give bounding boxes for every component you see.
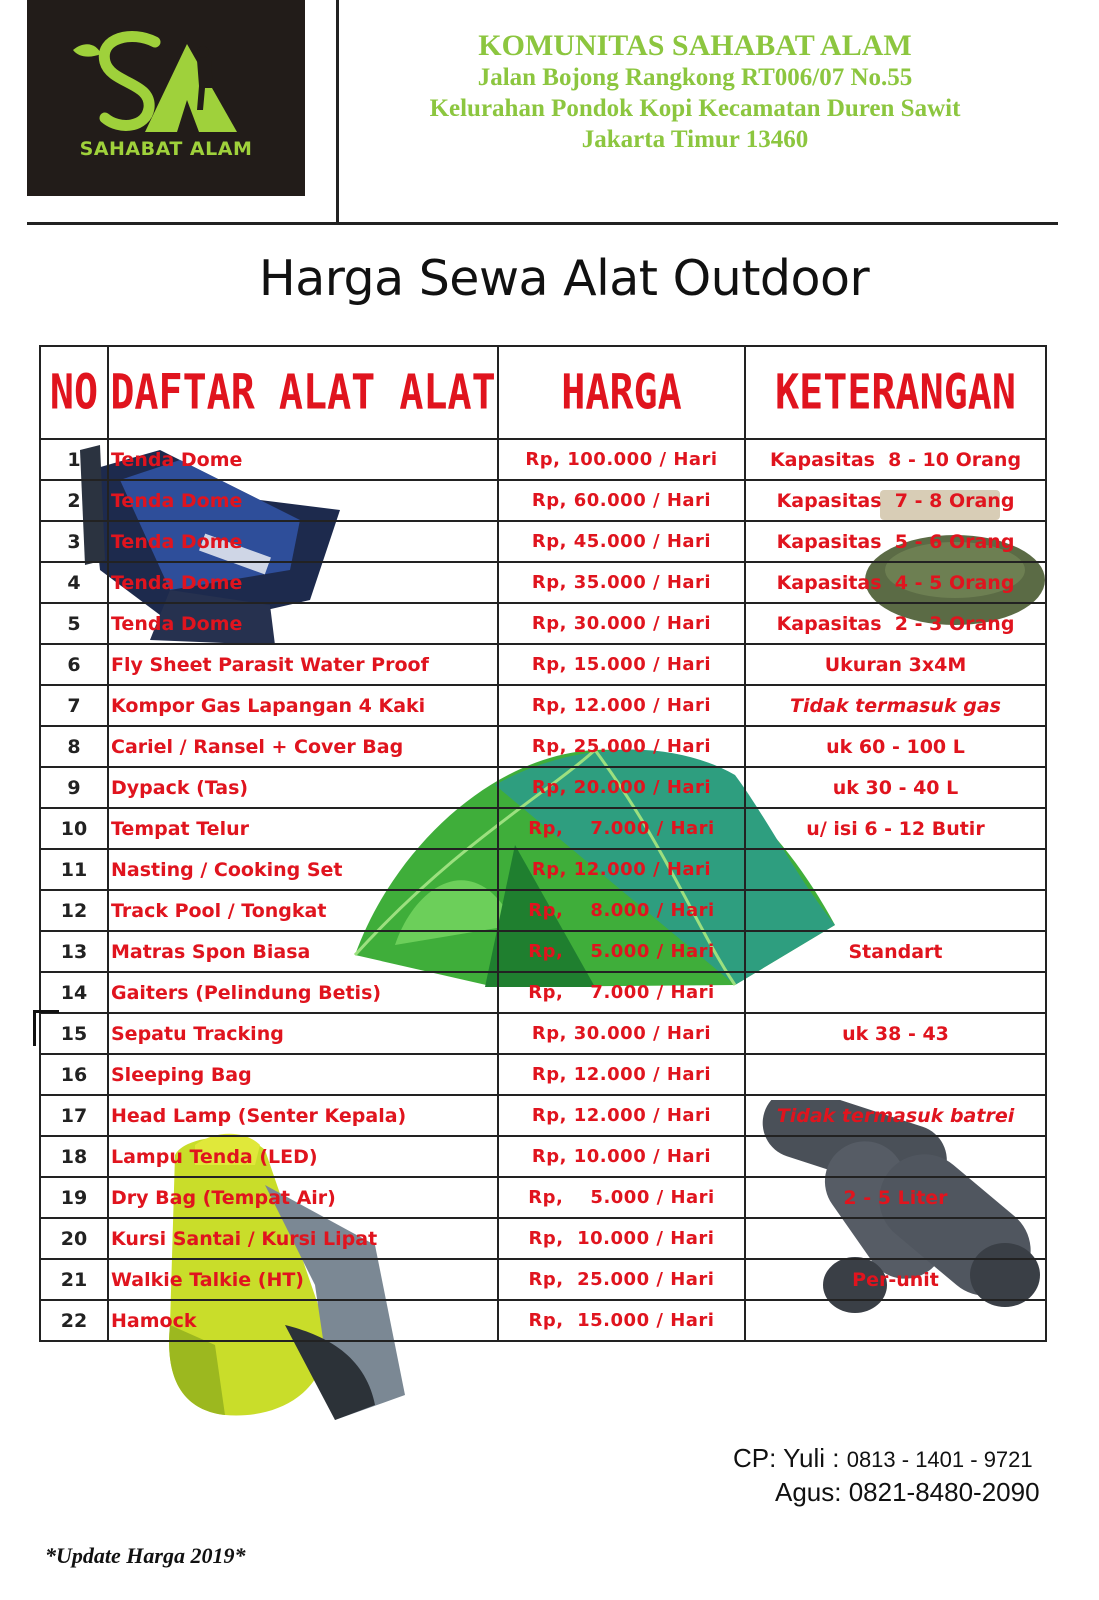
row-item-name: Head Lamp (Senter Kepala) [108,1095,498,1136]
header-note: KETERANGAN [745,346,1046,439]
row-number: 10 [40,808,108,849]
row-price: Rp, 7.000 / Hari [498,972,745,1013]
row-price: Rp, 15.000 / Hari [498,1300,745,1341]
row-item-name: Sepatu Tracking [108,1013,498,1054]
header-price: HARGA [498,346,745,439]
organization-info [350,30,1040,155]
row-note [745,1136,1046,1177]
row-number: 1 [40,439,108,480]
row-item-name: Hamock [108,1300,498,1341]
row-price: Rp, 5.000 / Hari [498,931,745,972]
table-row [40,1136,1046,1177]
logo [27,0,305,196]
row-price: Rp, 5.000 / Hari [498,1177,745,1218]
row-item-name: Nasting / Cooking Set [108,849,498,890]
table-row [40,562,1046,603]
row-price: Rp, 12.000 / Hari [498,685,745,726]
row-number: 19 [40,1177,108,1218]
row-note: Kapasitas 8 - 10 Orang [745,439,1046,480]
row-item-name: Cariel / Ransel + Cover Bag [108,726,498,767]
row-number: 9 [40,767,108,808]
table-row [40,603,1046,644]
table-row [40,521,1046,562]
row-note: Tidak termasuk gas [745,685,1046,726]
row-number: 18 [40,1136,108,1177]
row-item-name: Tenda Dome [108,562,498,603]
row-note: Ukuran 3x4M [745,644,1046,685]
row-price: Rp, 60.000 / Hari [498,480,745,521]
org-address-line2: Kelurahan Pondok Kopi Kecamatan Duren Sawit [429,95,961,122]
table-row [40,1259,1046,1300]
table-row [40,931,1046,972]
row-note: Per-unit [745,1259,1046,1300]
header-item: DAFTAR ALAT ALAT [108,346,498,439]
contact-line-1 [733,1442,1040,1476]
contact-label-1: CP: Yuli : [733,1443,840,1473]
row-item-name: Tempat Telur [108,808,498,849]
contact-phone-1: 0813 - 1401 - 9721 [846,1447,1033,1472]
table-header-row [40,346,1046,439]
table-row [40,1177,1046,1218]
row-item-name: Lampu Tenda (LED) [108,1136,498,1177]
row-note [745,1300,1046,1341]
row-number: 20 [40,1218,108,1259]
row-item-name: Dry Bag (Tempat Air) [108,1177,498,1218]
row-item-name: Matras Spon Biasa [108,931,498,972]
table-row [40,726,1046,767]
table-row [40,1218,1046,1259]
logo-mark-icon [27,0,305,196]
row-note: Kapasitas 2 - 3 Orang [745,603,1046,644]
header-no: NO [40,346,108,439]
org-address-line1: Jalan Bojong Rangkong RT006/07 No.55 [477,64,913,91]
row-item-name: Walkie Talkie (HT) [108,1259,498,1300]
row-item-name: Gaiters (Pelindung Betis) [108,972,498,1013]
row-number: 3 [40,521,108,562]
row-price: Rp, 35.000 / Hari [498,562,745,603]
row-item-name: Tenda Dome [108,521,498,562]
row-item-name: Kursi Santai / Kursi Lipat [108,1218,498,1259]
row-price: Rp, 10.000 / Hari [498,1218,745,1259]
row-number: 7 [40,685,108,726]
row-number: 17 [40,1095,108,1136]
row-note: Tidak termasuk batrei [745,1095,1046,1136]
table-row [40,890,1046,931]
table-row [40,480,1046,521]
header-divider-horizontal [27,222,1058,225]
table-row [40,1300,1046,1341]
row-price: Rp, 7.000 / Hari [498,808,745,849]
row-note: 2 - 5 Liter [745,1177,1046,1218]
row-price: Rp, 12.000 / Hari [498,1054,745,1095]
row-number: 6 [40,644,108,685]
row-number: 15 [40,1013,108,1054]
row-number: 21 [40,1259,108,1300]
table-row [40,1054,1046,1095]
row-note: uk 38 - 43 [745,1013,1046,1054]
contact-info [733,1442,1040,1508]
org-address-line3: Jakarta Timur 13460 [581,126,809,153]
row-note [745,849,1046,890]
table-row [40,439,1046,480]
org-name: KOMUNITAS SAHABAT ALAM [478,29,912,62]
table-row [40,685,1046,726]
row-number: 4 [40,562,108,603]
row-item-name: Track Pool / Tongkat [108,890,498,931]
row-number: 11 [40,849,108,890]
row-price: Rp, 30.000 / Hari [498,603,745,644]
logo-text: SAHABAT ALAM [79,138,253,160]
row-item-name: Tenda Dome [108,480,498,521]
table-row [40,1013,1046,1054]
row-number: 8 [40,726,108,767]
row-number: 22 [40,1300,108,1341]
header-divider-vertical [336,0,339,224]
update-note: *Update Harga 2019* [45,1543,246,1568]
row-note: Kapasitas 4 - 5 Orang [745,562,1046,603]
row-item-name: Sleeping Bag [108,1054,498,1095]
row-price: Rp, 30.000 / Hari [498,1013,745,1054]
row-price: Rp, 15.000 / Hari [498,644,745,685]
row-item-name: Kompor Gas Lapangan 4 Kaki [108,685,498,726]
table-row [40,767,1046,808]
row-price: Rp, 12.000 / Hari [498,1095,745,1136]
price-table [39,345,1047,1342]
row-note: Kapasitas 5 - 6 Orang [745,521,1046,562]
row-number: 2 [40,480,108,521]
row-note: Standart [745,931,1046,972]
row-item-name: Tenda Dome [108,603,498,644]
row-price: Rp, 20.000 / Hari [498,767,745,808]
row-number: 5 [40,603,108,644]
row-price: Rp, 25.000 / Hari [498,726,745,767]
row-note: uk 30 - 40 L [745,767,1046,808]
table-row [40,644,1046,685]
scan-mark-vertical [33,1010,36,1046]
row-number: 12 [40,890,108,931]
row-price: Rp, 12.000 / Hari [498,849,745,890]
scan-mark [33,1010,59,1013]
row-number: 14 [40,972,108,1013]
row-note [745,972,1046,1013]
row-note: uk 60 - 100 L [745,726,1046,767]
row-price: Rp, 8.000 / Hari [498,890,745,931]
row-note: u/ isi 6 - 12 Butir [745,808,1046,849]
row-note [745,1218,1046,1259]
row-item-name: Tenda Dome [108,439,498,480]
row-price: Rp, 45.000 / Hari [498,521,745,562]
table-row [40,849,1046,890]
row-price: Rp, 25.000 / Hari [498,1259,745,1300]
row-number: 13 [40,931,108,972]
table-row [40,808,1046,849]
row-note: Kapasitas 7 - 8 Orang [745,480,1046,521]
row-price: Rp, 10.000 / Hari [498,1136,745,1177]
table-row [40,1095,1046,1136]
row-price: Rp, 100.000 / Hari [498,439,745,480]
page-title: Harga Sewa Alat Outdoor [258,250,870,307]
table-row [40,972,1046,1013]
row-note [745,1054,1046,1095]
row-number: 16 [40,1054,108,1095]
row-item-name: Dypack (Tas) [108,767,498,808]
row-note [745,890,1046,931]
row-item-name: Fly Sheet Parasit Water Proof [108,644,498,685]
contact-line-2: Agus: 0821-8480-2090 [775,1477,1040,1507]
